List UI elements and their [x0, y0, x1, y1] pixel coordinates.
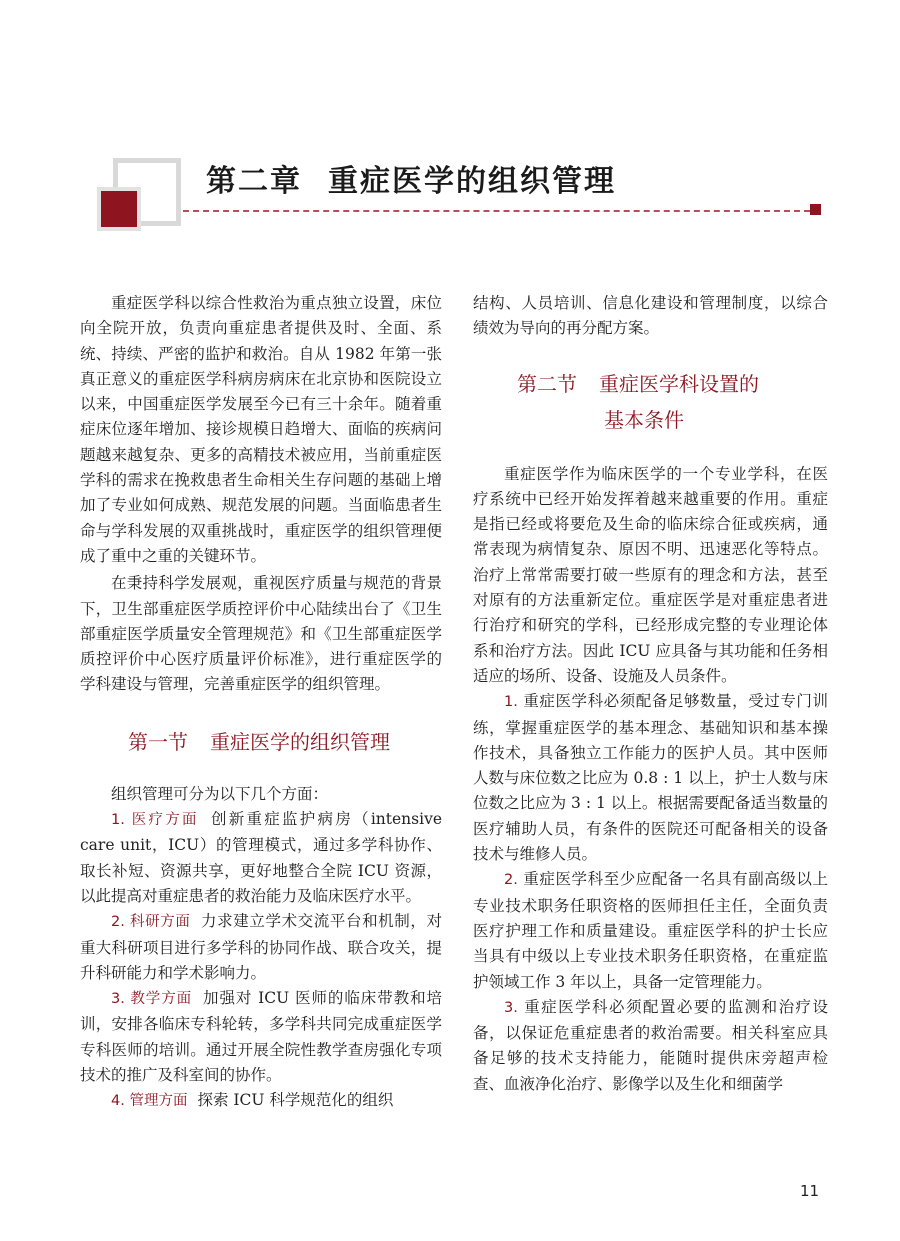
- org-item-1: [80, 807, 442, 909]
- org-item-3-label: 3. 教学方面: [111, 991, 193, 1008]
- condition-item-3-text: 重症医学科必须配置必要的监测和治疗设备，以保证危重症患者的救治需要。相关科室应具备足够的技术支持能力，能随时提供床旁超声检查、血液净化治疗、影像学以及生化和细菌学: [473, 997, 828, 1093]
- condition-item-1-number: 1.: [504, 694, 518, 711]
- org-item-3-text: 加强对 ICU 医师的临床带教和培训，安排各临床专科轮转，多学科共同完成重症医学专科医师的培训。通过开展全院性教学查房强化专项技术的推广及科室间的协作。: [80, 989, 442, 1085]
- continued-paragraph: 结构、人员培训、信息化建设和管理制度，以综合绩效为导向的再分配方案。: [473, 294, 828, 338]
- org-item-2-text: 力求建立学术交流平台和机制，对重大科研项目进行多学科的协同作战、联合攻关，提升科研能力和学术影响力。: [80, 912, 442, 982]
- right-column: [473, 291, 828, 1097]
- condition-item-2: [473, 867, 828, 994]
- org-item-3: [80, 986, 442, 1088]
- page-number: 11: [800, 1182, 820, 1200]
- org-intro: 组织管理可分为以下几个方面：: [111, 784, 329, 803]
- org-item-1-label: 1. 医疗方面: [111, 812, 199, 829]
- org-item-2-label: 2. 科研方面: [111, 914, 191, 931]
- header-decoration-square: [97, 187, 141, 231]
- header-dashed-rule: [183, 210, 810, 212]
- condition-item-1-text: 重症医学科必须配备足够数量，受过专门训练，掌握重症医学的基本理念、基础知识和基本操作技术，具备独立工作能力的医护人员。其中医师人数与床位数之比应为 0.8 : 1 以上，护士人数与床位数之比应为 3 : 1 以上。根据需要配备适当数量的医疗辅助人员，有条件的医院还可配备相关的设备技术与维修人员。: [473, 692, 828, 864]
- org-item-1-text: 创新重症监护病房（intensive care unit，ICU）的管理模式，通过多学科协作、取长补短、资源共享，更好地整合全院 ICU 资源，以此提高对重症患者的救治能力及临床医疗水平。: [80, 810, 442, 905]
- header-rule-end-marker: [810, 204, 821, 215]
- org-item-2: [80, 909, 442, 986]
- left-column: [80, 291, 442, 1115]
- condition-item-2-text: 重症医学科至少应配备一名具有副高级以上专业技术职务任职资格的医师担任主任，全面负责医疗护理工作和质量建设。重症医学科的护士长应当具有中级以上专业技术职务任职资格，在重症监护领域工作 3 年以上，具备一定管理能力。: [473, 870, 828, 991]
- section-1-heading: [80, 724, 442, 760]
- chapter-title: [206, 156, 616, 200]
- org-item-4-label: 4. 管理方面: [111, 1093, 188, 1110]
- condition-item-1: [473, 689, 828, 867]
- intro-paragraph-1: 重症医学科以综合性救治为重点独立设置，床位向全院开放，负责向重症患者提供及时、全面、系统、持续、严密的监护和救治。自从 1982 年第一张真正意义的重症医学科病房病床在北京协和医院设立以来，中国重症医学发展至今已有三十余年。随着重症床位逐年增加、接诊规模日趋增大、面临的疾病问题越来越复杂、更多的高精技术被应用，当前重症医学科的需求在挽救患者生命相关生存问题的基础上增加了专业如何成熟、规范发展的问题。当面临患者生命与学科发展的双重挑战时，重症医学的组织管理便成了重中之重的关键环节。: [80, 294, 442, 565]
- org-item-4: [80, 1088, 442, 1114]
- section-2-title-line-2: 基本条件: [604, 407, 684, 432]
- section-2-heading: [473, 366, 828, 402]
- section-1-title: 重症医学的组织管理: [210, 729, 390, 754]
- section-2-number: 第二节: [517, 371, 577, 396]
- section-1-number: 第一节: [128, 729, 188, 754]
- chapter-name: 重症医学的组织管理: [328, 164, 616, 199]
- condition-item-2-number: 2.: [504, 872, 518, 889]
- section-2-title-line-1: 重症医学科设置的: [599, 371, 759, 396]
- section-2-heading-line-2: [473, 402, 828, 438]
- condition-item-3: [473, 995, 828, 1097]
- section-2-paragraph-1: 重症医学作为临床医学的一个专业学科，在医疗系统中已经开始发挥着越来越重要的作用。重症是指已经或将要危及生命的临床综合征或疾病，通常表现为病情复杂、原因不明、迅速恶化等特点。治疗上常常需要打破一些原有的理念和方法，甚至对原有的方法重新定位。重症医学是对重症患者进行治疗和研究的学科，已经形成完整的专业理论体系和治疗方法。因此 ICU 应具备与其功能和任务相适应的场所、设备、设施及人员条件。: [473, 464, 828, 685]
- condition-item-3-number: 3.: [504, 999, 518, 1016]
- chapter-label: 第二章: [206, 164, 302, 199]
- org-item-4-text: 探索 ICU 科学规范化的组织: [197, 1091, 394, 1110]
- intro-paragraph-2: 在秉持科学发展观，重视医疗质量与规范的背景下，卫生部重症医学质控评价中心陆续出台了《卫生部重症医学质量安全管理规范》和《卫生部重症医学质控评价中心医疗质量评价标准》，进行重症医学的学科建设与管理，完善重症医学的组织管理。: [80, 574, 442, 694]
